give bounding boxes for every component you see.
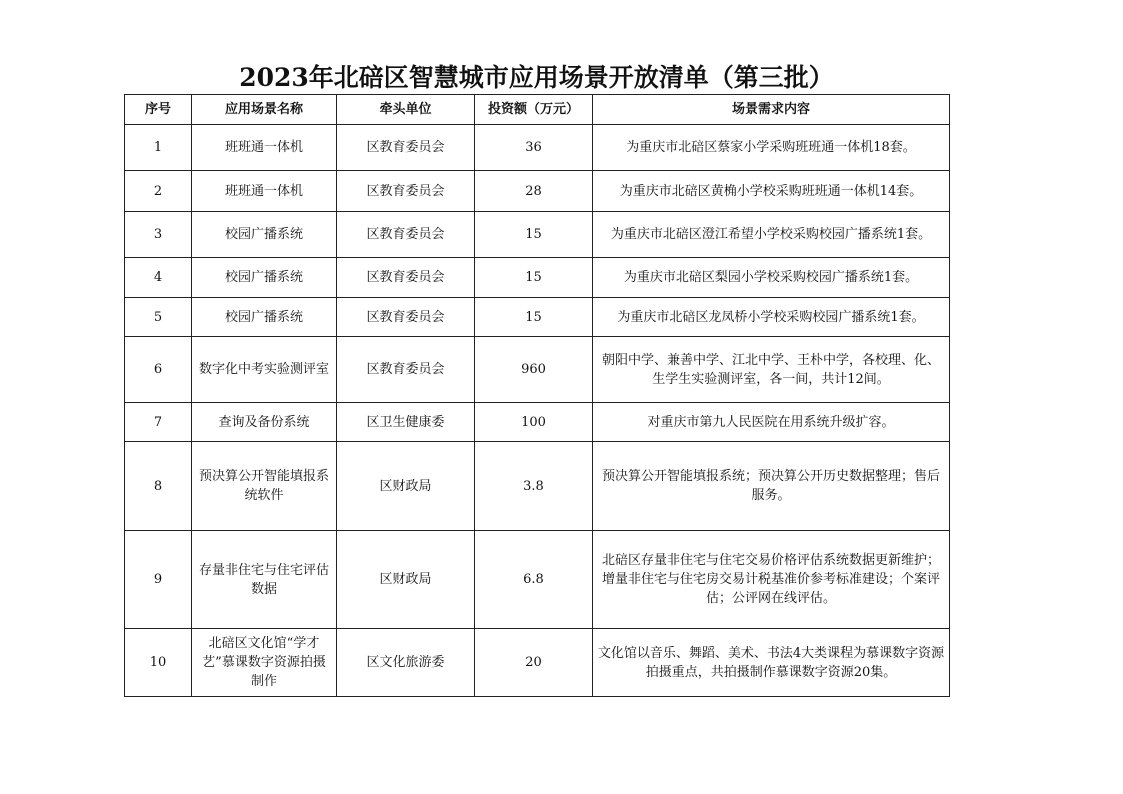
cell-index: 5 bbox=[125, 298, 192, 337]
scene-list-table bbox=[124, 94, 950, 697]
cell-requirements: 为重庆市北碚区龙凤桥小学校采购校园广播系统1套。 bbox=[593, 298, 950, 337]
cell-requirements: 文化馆以音乐、舞蹈、美术、书法4大类课程为慕课数字资源拍摄重点，共拍摄制作慕课数字资源20集。 bbox=[593, 629, 950, 697]
cell-requirements: 朝阳中学、兼善中学、江北中学、王朴中学，各校理、化、生学生实验测评室，各一间，共计12间。 bbox=[593, 337, 950, 403]
cell-lead-unit: 区教育委员会 bbox=[337, 171, 475, 212]
table-row bbox=[125, 337, 950, 403]
table-body bbox=[125, 125, 950, 697]
cell-name: 校园广播系统 bbox=[192, 258, 337, 298]
table-row bbox=[125, 403, 950, 442]
cell-requirements: 为重庆市北碚区黄桷小学校采购班班通一体机14套。 bbox=[593, 171, 950, 212]
cell-lead-unit: 区财政局 bbox=[337, 442, 475, 531]
cell-investment: 3.8 bbox=[475, 442, 593, 531]
table-header-row bbox=[125, 95, 950, 125]
document-title: 2023年北碚区智慧城市应用场景开放清单（第三批） bbox=[239, 63, 834, 92]
cell-name: 校园广播系统 bbox=[192, 298, 337, 337]
cell-name: 数字化中考实验测评室 bbox=[192, 337, 337, 403]
header-lead-unit: 牵头单位 bbox=[337, 95, 475, 125]
cell-investment: 15 bbox=[475, 258, 593, 298]
table-row bbox=[125, 531, 950, 629]
header-index: 序号 bbox=[125, 95, 192, 125]
cell-investment: 20 bbox=[475, 629, 593, 697]
cell-investment: 960 bbox=[475, 337, 593, 403]
cell-name: 班班通一体机 bbox=[192, 125, 337, 171]
cell-requirements: 预决算公开智能填报系统；预决算公开历史数据整理；售后服务。 bbox=[593, 442, 950, 531]
cell-name: 查询及备份系统 bbox=[192, 403, 337, 442]
cell-requirements: 为重庆市北碚区梨园小学校采购校园广播系统1套。 bbox=[593, 258, 950, 298]
table-row bbox=[125, 212, 950, 258]
table-row bbox=[125, 298, 950, 337]
cell-name: 存量非住宅与住宅评估数据 bbox=[192, 531, 337, 629]
cell-index: 3 bbox=[125, 212, 192, 258]
header-investment: 投资额（万元） bbox=[475, 95, 593, 125]
cell-requirements: 为重庆市北碚区澄江希望小学校采购校园广播系统1套。 bbox=[593, 212, 950, 258]
cell-index: 7 bbox=[125, 403, 192, 442]
cell-index: 9 bbox=[125, 531, 192, 629]
cell-investment: 6.8 bbox=[475, 531, 593, 629]
table-row bbox=[125, 171, 950, 212]
cell-requirements: 北碚区存量非住宅与住宅交易价格评估系统数据更新维护；增量非住宅与住宅房交易计税基准价参考标准建设；个案评估；公评网在线评估。 bbox=[593, 531, 950, 629]
cell-lead-unit: 区教育委员会 bbox=[337, 212, 475, 258]
table-row bbox=[125, 442, 950, 531]
cell-index: 2 bbox=[125, 171, 192, 212]
cell-index: 1 bbox=[125, 125, 192, 171]
header-name: 应用场景名称 bbox=[192, 95, 337, 125]
cell-lead-unit: 区文化旅游委 bbox=[337, 629, 475, 697]
cell-investment: 100 bbox=[475, 403, 593, 442]
cell-lead-unit: 区教育委员会 bbox=[337, 298, 475, 337]
cell-index: 10 bbox=[125, 629, 192, 697]
cell-lead-unit: 区教育委员会 bbox=[337, 337, 475, 403]
cell-investment: 28 bbox=[475, 171, 593, 212]
header-requirements: 场景需求内容 bbox=[593, 95, 950, 125]
cell-index: 4 bbox=[125, 258, 192, 298]
cell-lead-unit: 区教育委员会 bbox=[337, 258, 475, 298]
cell-investment: 36 bbox=[475, 125, 593, 171]
cell-index: 6 bbox=[125, 337, 192, 403]
table-row bbox=[125, 258, 950, 298]
cell-name: 北碚区文化馆“学才艺”慕课数字资源拍摄制作 bbox=[192, 629, 337, 697]
cell-investment: 15 bbox=[475, 298, 593, 337]
cell-index: 8 bbox=[125, 442, 192, 531]
cell-requirements: 为重庆市北碚区蔡家小学采购班班通一体机18套。 bbox=[593, 125, 950, 171]
cell-requirements: 对重庆市第九人民医院在用系统升级扩容。 bbox=[593, 403, 950, 442]
cell-lead-unit: 区卫生健康委 bbox=[337, 403, 475, 442]
cell-lead-unit: 区财政局 bbox=[337, 531, 475, 629]
cell-investment: 15 bbox=[475, 212, 593, 258]
cell-name: 校园广播系统 bbox=[192, 212, 337, 258]
cell-name: 预决算公开智能填报系统软件 bbox=[192, 442, 337, 531]
cell-lead-unit: 区教育委员会 bbox=[337, 125, 475, 171]
table-row bbox=[125, 125, 950, 171]
table-row bbox=[125, 629, 950, 697]
cell-name: 班班通一体机 bbox=[192, 171, 337, 212]
